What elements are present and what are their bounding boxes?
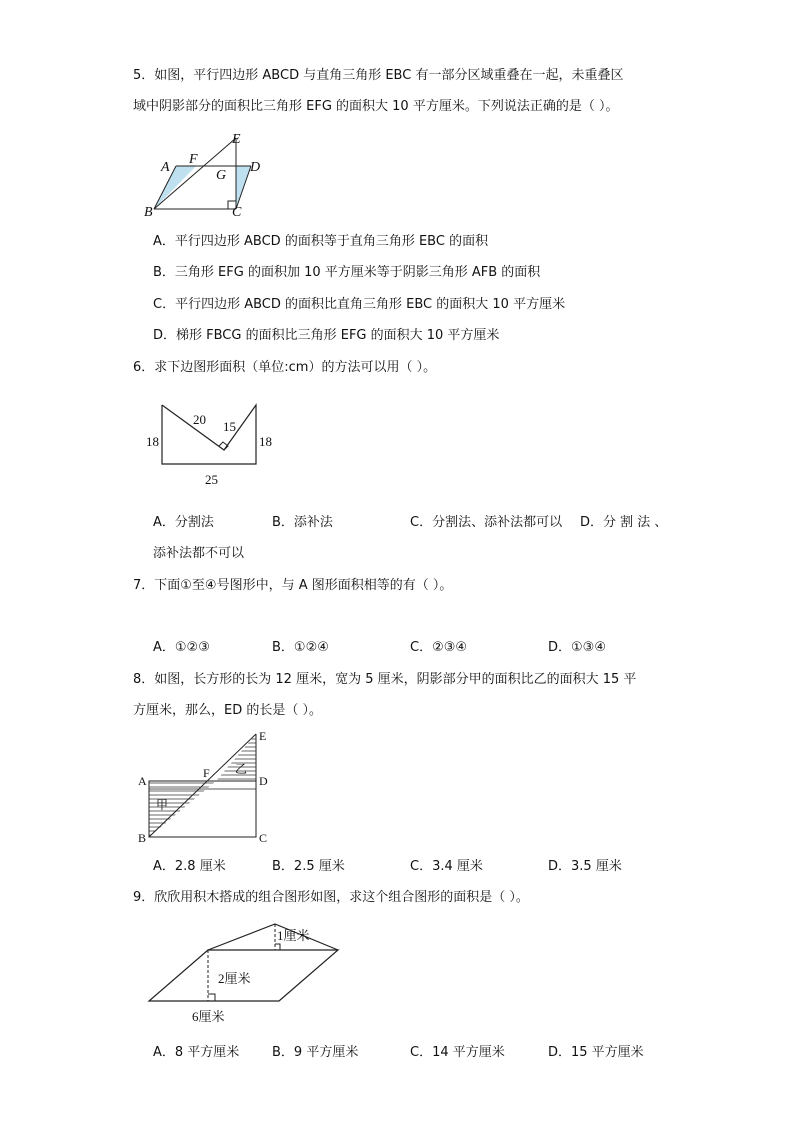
q8-option-a: A．2.8 厘米: [153, 859, 226, 874]
q5-option-d: D．梯形 FBCG 的面积比三角形 EFG 的面积大 10 平方厘米: [153, 328, 500, 343]
q7-option-d: D．①③④: [548, 640, 606, 655]
q6-option-d: D．分 割 法 、: [580, 515, 668, 530]
q6-label-slope2: 15: [223, 419, 236, 434]
q9-stem: 9．欣欣用积木搭成的组合图形如图，求这个组合图形的面积是（ ）。: [133, 890, 529, 905]
q9-option-b: B．9 平方厘米: [272, 1045, 359, 1060]
q8-label-yi: 乙: [235, 762, 248, 776]
q6-option-c: C．分割法、添补法都可以: [410, 515, 563, 530]
q5-option-b: B．三角形 EFG 的面积加 10 平方厘米等于阴影三角形 AFB 的面积: [153, 265, 541, 280]
q7-option-c: C．②③④: [410, 640, 468, 655]
q6-label-slope1: 20: [193, 412, 206, 427]
q5-stem-line2: 域中阴影部分的面积比三角形 EFG 的面积大 10 平方厘米。下列说法正确的是（ ）。: [133, 99, 619, 114]
q8-option-d: D．3.5 厘米: [548, 859, 622, 874]
q9-label-base: 6厘米: [192, 1009, 225, 1024]
q6-label-bottom: 25: [205, 472, 218, 487]
q5-option-a: A．平行四边形 ABCD 的面积等于直角三角形 EBC 的面积: [153, 234, 489, 249]
q6-label-left: 18: [146, 434, 159, 449]
q6-option-a: A．分割法: [153, 515, 214, 530]
q9-label-top-height: 1厘米: [277, 928, 310, 943]
q5-label-D: D: [250, 160, 261, 175]
q8-label-F: F: [203, 766, 210, 780]
q8-stem-line2: 方厘米，那么，ED 的长是（ ）。: [133, 703, 322, 718]
q5-label-C: C: [232, 205, 242, 220]
q6-option-d-cont: 添补法都不可以: [153, 546, 245, 561]
q8-label-B: B: [138, 831, 147, 845]
q8-option-c: C．3.4 厘米: [410, 859, 483, 874]
q8-label-jia: 甲: [156, 798, 169, 812]
q5-label-A: A: [161, 160, 170, 175]
q9-figure: [140, 918, 350, 1030]
q8-label-C: C: [259, 831, 268, 845]
q5-label-F: F: [189, 152, 198, 167]
q8-label-D: D: [259, 774, 268, 788]
q6-figure: [140, 398, 280, 490]
q9-option-d: D．15 平方厘米: [548, 1045, 644, 1060]
q5-figure: [140, 128, 270, 220]
q9-option-c: C．14 平方厘米: [410, 1045, 505, 1060]
q8-option-b: B．2.5 厘米: [272, 859, 345, 874]
q7-stem: 7．下面①至④号图形中，与 A 图形面积相等的有（ ）。: [133, 578, 453, 593]
q9-option-a: A．8 平方厘米: [153, 1045, 240, 1060]
q8-label-E: E: [259, 729, 267, 743]
q7-option-a: A．①②③: [153, 640, 210, 655]
q9-label-mid-height: 2厘米: [218, 971, 251, 986]
q8-label-A: A: [138, 774, 147, 788]
q8-figure: [130, 725, 280, 850]
q6-label-right: 18: [259, 434, 272, 449]
q8-stem-line1: 8．如图，长方形的长为 12 厘米，宽为 5 厘米，阴影部分甲的面积比乙的面积大 15 平: [133, 672, 637, 687]
q5-stem-line1: 5．如图，平行四边形 ABCD 与直角三角形 EBC 有一部分区域重叠在一起，未重叠区: [133, 68, 624, 83]
q7-option-b: B．①②④: [272, 640, 329, 655]
q5-label-B: B: [144, 205, 153, 220]
q5-label-G: G: [216, 168, 227, 183]
q5-label-E: E: [232, 132, 241, 147]
q5-option-c: C．平行四边形 ABCD 的面积比直角三角形 EBC 的面积大 10 平方厘米: [153, 297, 566, 312]
q6-stem: 6．求下边图形面积（单位:cm）的方法可以用（ ）。: [133, 360, 437, 375]
q6-option-b: B．添补法: [272, 515, 333, 530]
